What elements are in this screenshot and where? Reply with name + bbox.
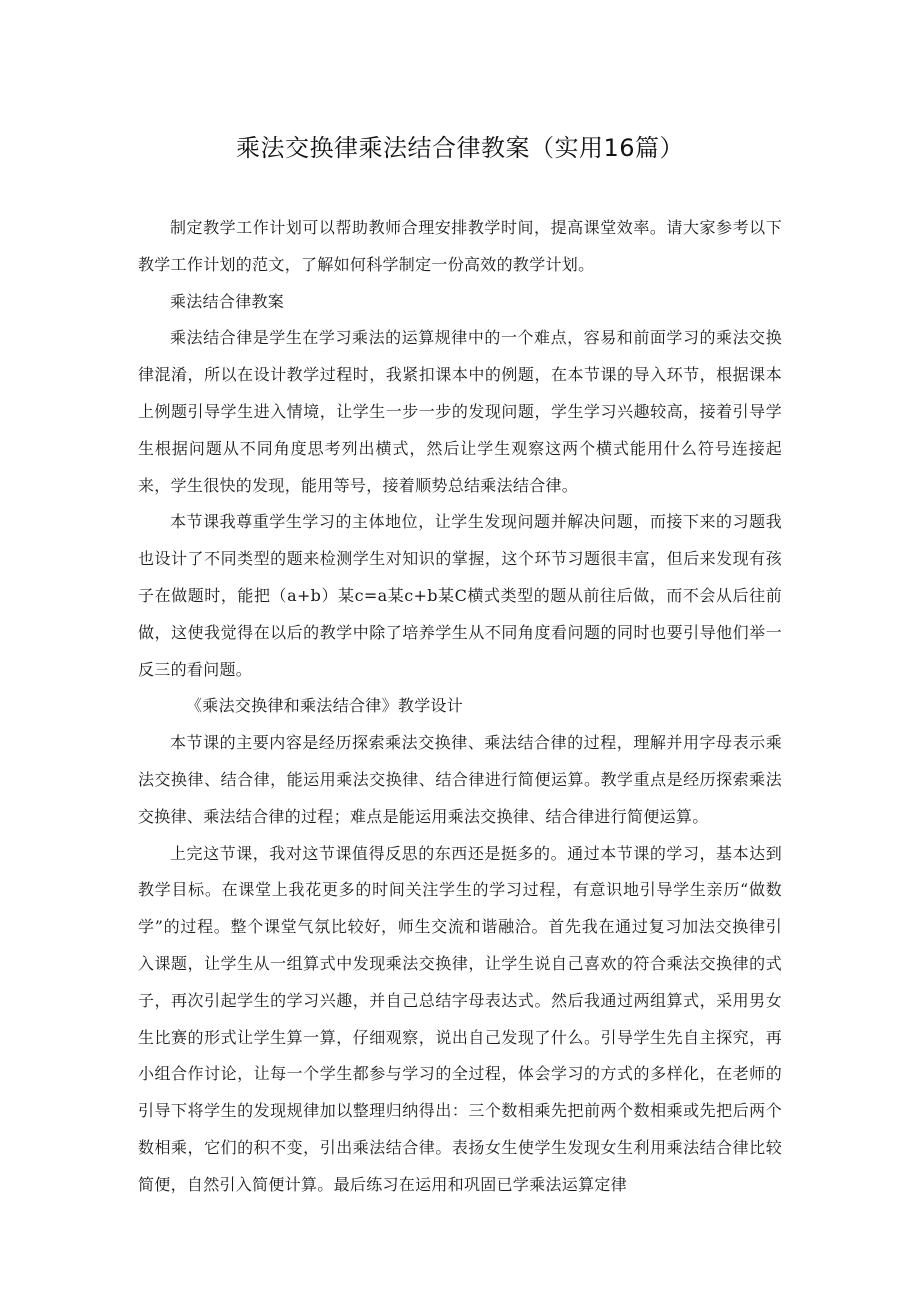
body-paragraph: 上完这节课，我对这节课值得反思的东西还是挺多的。通过本节课的学习，基本达到教学目标。在课堂上我花更多的时间关注学生的学习过程，有意识地引导学生亲历“做数学”的过程。整个课堂气氛比较好，师生交流和谐融洽。首先我在通过复习加法交换律引入课题，让学生从一组算式中发现乘法交换律，让学生说自己喜欢的符合乘法交换律的式子，再次引起学生的学习兴趣，并自己总结字母表达式。然后我通过两组算式，采用男女生比赛的形式让学生算一算，仔细观察，说出自己发现了什么。引导学生先自主探究，再小组合作讨论，让每一个学生都参与学习的全过程，体会学习的方式的多样化，在老师的引导下将学生的发现规律加以整理归纳得出：三个数相乘先把前两个数相乘或先把后两个数相乘，它们的积不变，引出乘法结合律。表扬女生使学生发现女生利用乘法结合律比较简便，自然引入简便计算。最后练习在运用和巩固已学乘法运算定律 xyxy=(138,843,782,1194)
section-heading-associative-lesson: 乘法结合律教案 xyxy=(170,291,285,311)
body-paragraph: 本节课我尊重学生学习的主体地位，让学生发现问题并解决问题，而接下来的习题我也设计了不同类型的题来检测学生对知识的掌握，这个环节习题很丰富，但后来发现有孩子在做题时，能把（a+b）某c=a某c+b某C横式类型的题从前往后做，而不会从后往前做，这使我觉得在以后的教学中除了培养学生从不同角度看问题的同时也要引导他们举一反三的看问题。 xyxy=(138,512,782,679)
body-paragraph: 本节课的主要内容是经历探索乘法交换律、乘法结合律的过程，理解并用字母表示乘法交换律、结合律，能运用乘法交换律、结合律进行简便运算。教学重点是经历探索乘法交换律、乘法结合律的过程；难点是能运用乘法交换律、结合律进行简便运算。 xyxy=(138,733,782,826)
intro-paragraph: 制定教学工作计划可以帮助教师合理安排教学时间，提高课堂效率。请大家参考以下教学工作计划的范文，了解如何科学制定一份高效的教学计划。 xyxy=(138,218,782,274)
document-title: 乘法交换律乘法结合律教案（实用16篇） xyxy=(235,134,685,162)
document-body xyxy=(138,210,782,1204)
body-paragraph: 乘法结合律是学生在学习乘法的运算规律中的一个难点，容易和前面学习的乘法交换律混淆，所以在设计教学过程时，我紧扣课本中的例题，在本节课的导入环节，根据课本上例题引导学生进入情境，让学生一步一步的发现问题，学生学习兴趣较高，接着引导学生根据问题从不同角度思考列出横式，然后让学生观察这两个横式能用什么符号连接起来，学生很快的发现，能用等号，接着顺势总结乘法结合律。 xyxy=(138,328,782,495)
section-heading-teaching-design: 《乘法交换律和乘法结合律》教学设计 xyxy=(186,696,464,716)
